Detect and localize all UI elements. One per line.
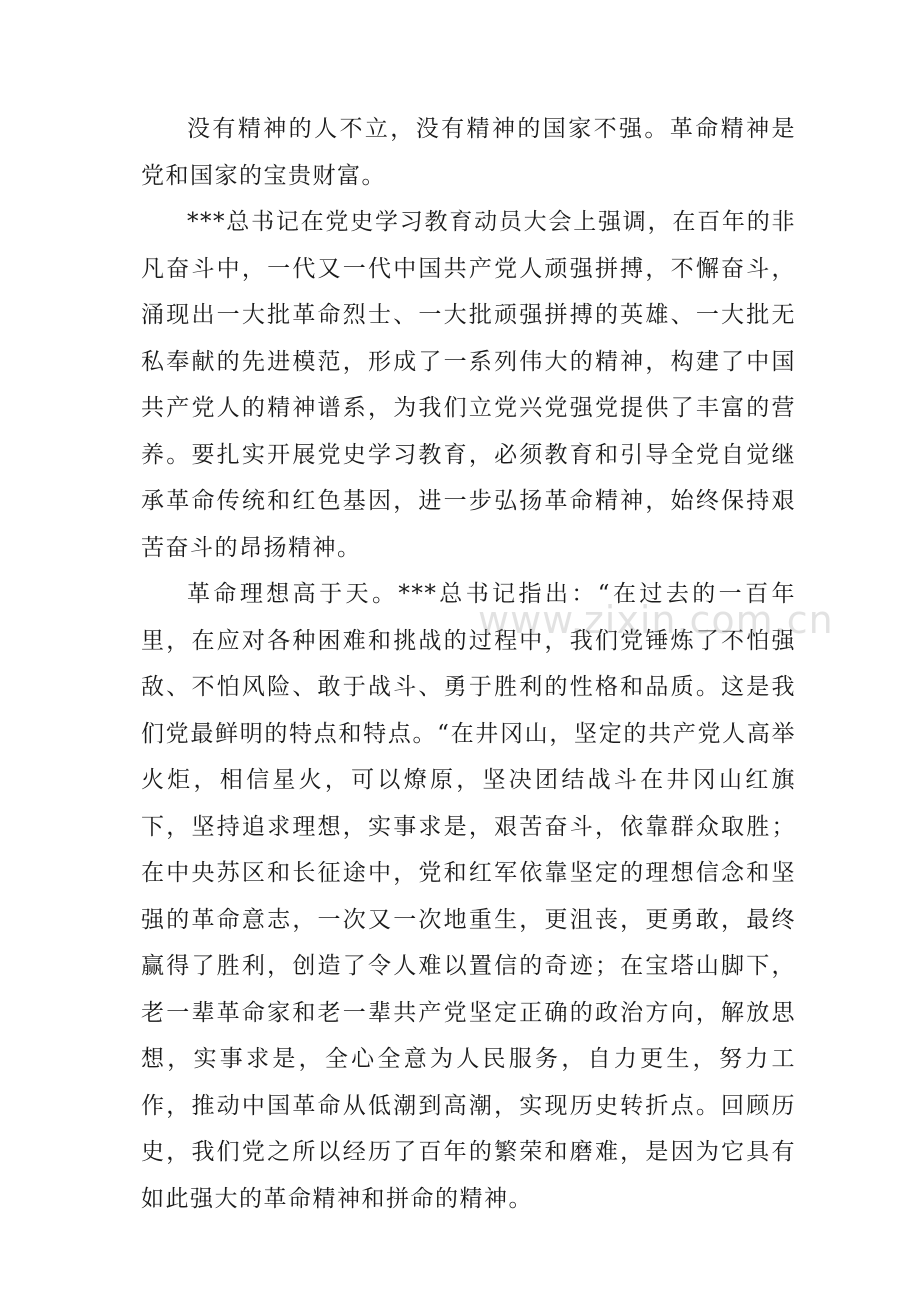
paragraph-1: 没有精神的人不立，没有精神的国家不强。革命精神是党和国家的宝贵财富。 (141, 116, 796, 189)
watermark-text: www.zixin.com.cn (478, 598, 834, 642)
paragraph-3: 革命理想高于天。***总书记指出：“在过去的一百年里，在应对各种困难和挑战的过程中，我们党锤炼了不怕强敌、不怕风险、敢于战斗、勇于胜利的性格和品质。这是我们党最鲜明的特点和特点。“在井冈山，坚定的共产党人高举火炬，相信星火，可以燎原，坚决团结战斗在井冈山红旗下，坚持追求理想，实事求是，艰苦奋斗，依靠群众取胜；在中央苏区和长征途中，党和红军依靠坚定的理想信念和坚强的革命意志，一次又一次地重生，更沮丧，更勇敢，最终赢得了胜利，创造了令人难以置信的奇迹；在宝塔山脚下，老一辈革命家和老一辈共产党坚定正确的政治方向，解放思想，实事求是，全心全意为人民服务，自力更生，努力工作，推动中国革命从低潮到高潮，实现历史转折点。回顾历史，我们党之所以经历了百年的繁荣和磨难，是因为它具有如此强大的革命精神和拼命的精神。 (141, 581, 796, 1212)
document-body (141, 106, 796, 1222)
paragraph-2: ***总书记在党史学习教育动员大会上强调，在百年的非凡奋斗中，一代又一代中国共产党人顽强拼搏，不懈奋斗，涌现出一大批革命烈士、一大批顽强拼搏的英雄、一大批无私奉献的先进模范，形成了一系列伟大的精神，构建了中国共产党人的精神谱系，为我们立党兴党强党提供了丰富的营养。要扎实开展党史学习教育，必须教育和引导全党自觉继承革命传统和红色基因，进一步弘扬革命精神，始终保持艰苦奋斗的昂扬精神。 (141, 209, 796, 561)
